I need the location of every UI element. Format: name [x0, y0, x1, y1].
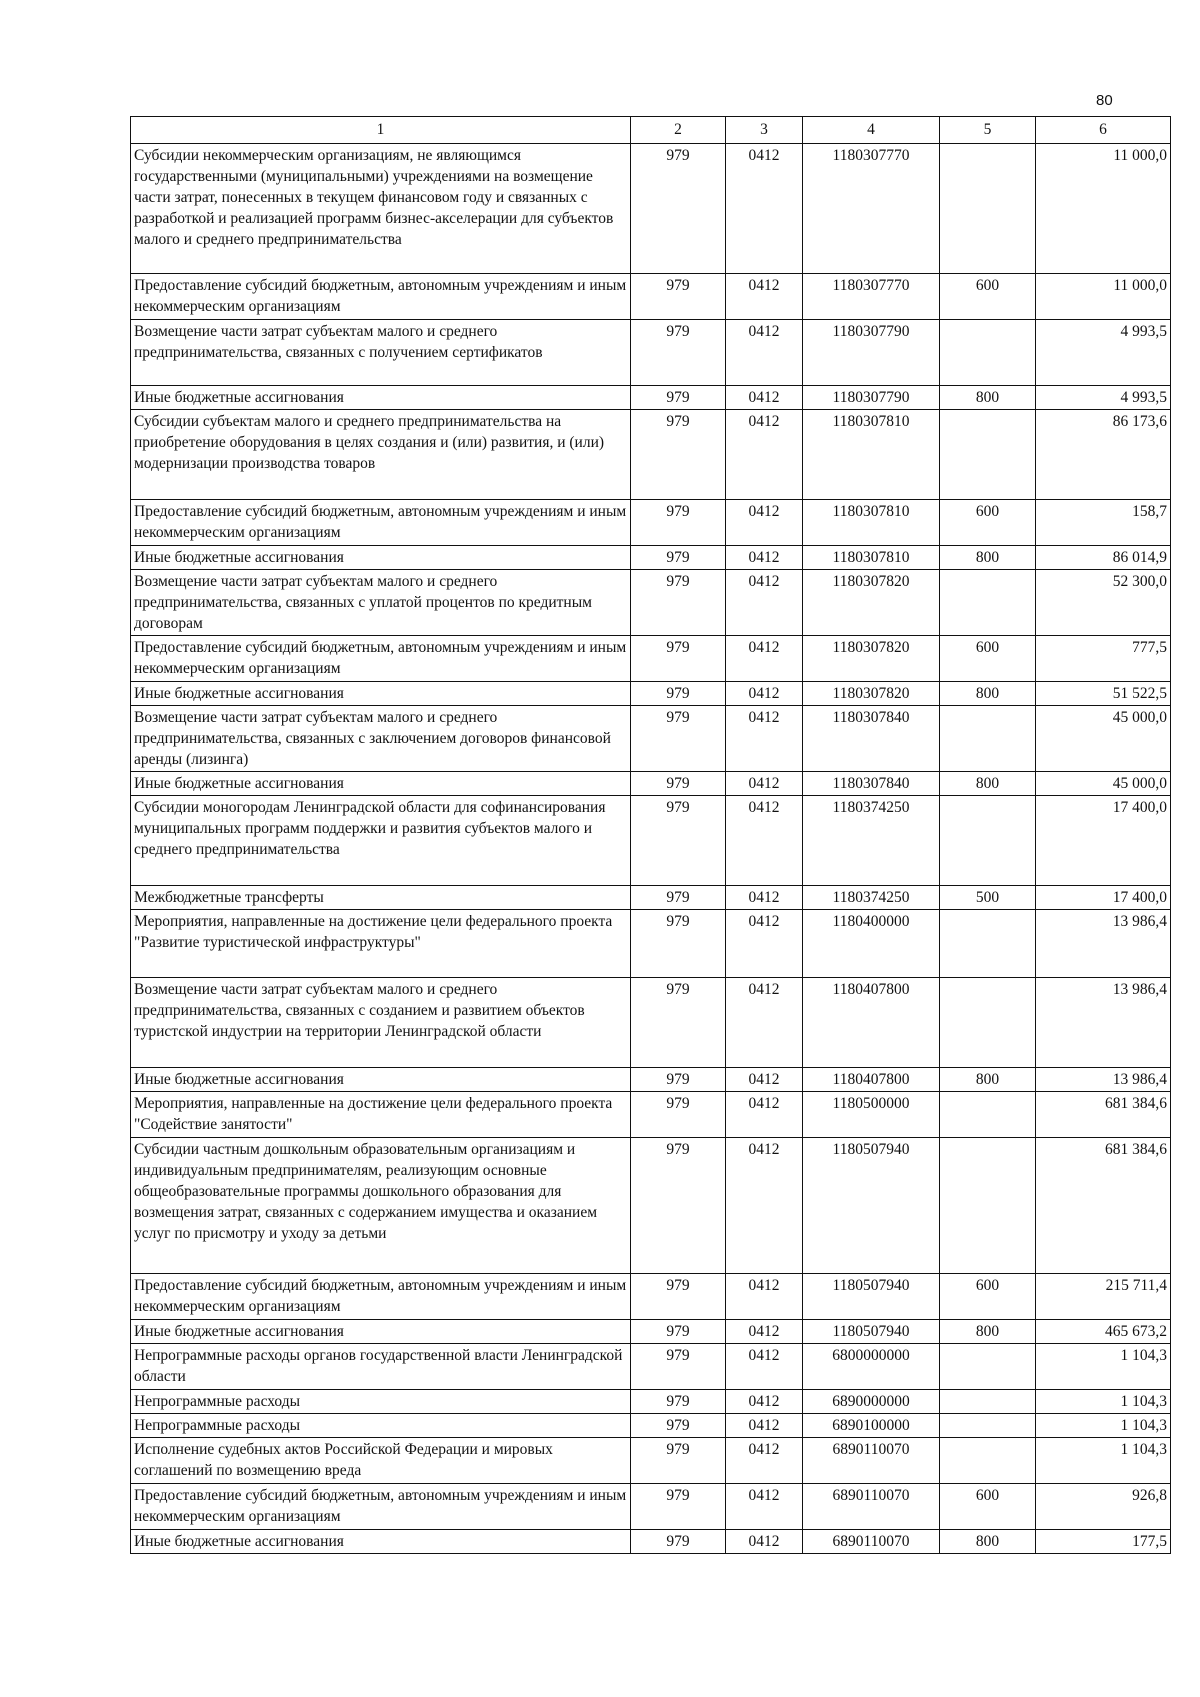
section-code-cell: 0412	[726, 500, 803, 546]
expense-name-cell: Мероприятия, направленные на достижение цели федерального проекта "Содействие занятости"	[131, 1092, 631, 1138]
expense-type-code-cell: 800	[940, 1068, 1036, 1092]
target-article-code-cell: 1180507940	[803, 1320, 940, 1344]
expense-type-code-cell	[940, 706, 1036, 772]
expense-name-cell: Исполнение судебных актов Российской Федерации и мировых соглашений по возмещению вреда	[131, 1438, 631, 1484]
target-article-code-cell: 1180307790	[803, 320, 940, 386]
ministry-code-cell: 979	[631, 320, 726, 386]
target-article-code-cell: 1180407800	[803, 1068, 940, 1092]
amount-cell: 1 104,3	[1036, 1414, 1171, 1438]
section-code-cell: 0412	[726, 772, 803, 796]
amount-cell: 465 673,2	[1036, 1320, 1171, 1344]
amount-cell: 11 000,0	[1036, 144, 1171, 274]
expense-name-cell: Иные бюджетные ассигнования	[131, 772, 631, 796]
target-article-code-cell: 1180307840	[803, 706, 940, 772]
table-row	[131, 320, 1171, 386]
expense-name-cell: Возмещение части затрат субъектам малого и среднего предпринимательства, связанных с заключением договоров финансовой аренды (лизинга)	[131, 706, 631, 772]
amount-cell: 681 384,6	[1036, 1138, 1171, 1274]
section-code-cell: 0412	[726, 1530, 803, 1554]
amount-cell: 4 993,5	[1036, 386, 1171, 410]
section-code-cell: 0412	[726, 1092, 803, 1138]
target-article-code-cell: 1180307810	[803, 546, 940, 570]
amount-cell: 777,5	[1036, 636, 1171, 682]
target-article-code-cell: 1180307820	[803, 570, 940, 636]
ministry-code-cell: 979	[631, 1530, 726, 1554]
amount-cell: 52 300,0	[1036, 570, 1171, 636]
column-header-2: 2	[631, 117, 726, 144]
expense-name-cell: Непрограммные расходы органов государственной власти Ленинградской области	[131, 1344, 631, 1390]
expense-type-code-cell	[940, 570, 1036, 636]
amount-cell: 13 986,4	[1036, 1068, 1171, 1092]
ministry-code-cell: 979	[631, 1138, 726, 1274]
expense-type-code-cell: 800	[940, 1320, 1036, 1344]
table-row	[131, 410, 1171, 500]
table-row	[131, 274, 1171, 320]
table-body	[131, 144, 1171, 1554]
amount-cell: 13 986,4	[1036, 978, 1171, 1068]
amount-cell: 158,7	[1036, 500, 1171, 546]
expense-name-cell: Иные бюджетные ассигнования	[131, 386, 631, 410]
table-header	[131, 117, 1171, 144]
ministry-code-cell: 979	[631, 1068, 726, 1092]
table-row	[131, 910, 1171, 978]
expense-type-code-cell	[940, 910, 1036, 978]
table-row	[131, 636, 1171, 682]
table-row	[131, 772, 1171, 796]
table-row	[131, 1484, 1171, 1530]
target-article-code-cell: 1180507940	[803, 1274, 940, 1320]
table-row	[131, 500, 1171, 546]
expense-type-code-cell: 800	[940, 1530, 1036, 1554]
section-code-cell: 0412	[726, 1390, 803, 1414]
ministry-code-cell: 979	[631, 144, 726, 274]
table-row	[131, 1344, 1171, 1390]
table-row	[131, 886, 1171, 910]
section-code-cell: 0412	[726, 1320, 803, 1344]
table-row	[131, 1438, 1171, 1484]
section-code-cell: 0412	[726, 274, 803, 320]
section-code-cell: 0412	[726, 144, 803, 274]
target-article-code-cell: 1180307820	[803, 682, 940, 706]
table-row	[131, 1414, 1171, 1438]
section-code-cell: 0412	[726, 570, 803, 636]
target-article-code-cell: 1180307810	[803, 500, 940, 546]
amount-cell: 4 993,5	[1036, 320, 1171, 386]
column-header-6: 6	[1036, 117, 1171, 144]
expense-name-cell: Иные бюджетные ассигнования	[131, 682, 631, 706]
section-code-cell: 0412	[726, 1344, 803, 1390]
target-article-code-cell: 1180307810	[803, 410, 940, 500]
expense-name-cell: Предоставление субсидий бюджетным, автономным учреждениям и иным некоммерческим организациям	[131, 500, 631, 546]
section-code-cell: 0412	[726, 636, 803, 682]
expense-type-code-cell: 800	[940, 546, 1036, 570]
section-code-cell: 0412	[726, 1068, 803, 1092]
target-article-code-cell: 6890100000	[803, 1414, 940, 1438]
budget-table	[130, 116, 1171, 1554]
section-code-cell: 0412	[726, 546, 803, 570]
ministry-code-cell: 979	[631, 772, 726, 796]
expense-type-code-cell	[940, 1344, 1036, 1390]
amount-cell: 51 522,5	[1036, 682, 1171, 706]
ministry-code-cell: 979	[631, 910, 726, 978]
ministry-code-cell: 979	[631, 1438, 726, 1484]
amount-cell: 17 400,0	[1036, 886, 1171, 910]
target-article-code-cell: 1180307770	[803, 274, 940, 320]
page-number: 80	[1096, 92, 1113, 109]
expense-type-code-cell	[940, 796, 1036, 886]
expense-name-cell: Непрограммные расходы	[131, 1414, 631, 1438]
expense-type-code-cell: 800	[940, 682, 1036, 706]
expense-type-code-cell: 600	[940, 500, 1036, 546]
expense-name-cell: Предоставление субсидий бюджетным, автономным учреждениям и иным некоммерческим организациям	[131, 1274, 631, 1320]
target-article-code-cell: 6890000000	[803, 1390, 940, 1414]
column-header-4: 4	[803, 117, 940, 144]
target-article-code-cell: 1180374250	[803, 886, 940, 910]
expense-type-code-cell: 600	[940, 1484, 1036, 1530]
target-article-code-cell: 1180407800	[803, 978, 940, 1068]
section-code-cell: 0412	[726, 886, 803, 910]
expense-type-code-cell: 800	[940, 772, 1036, 796]
table-row	[131, 1530, 1171, 1554]
table-row	[131, 706, 1171, 772]
ministry-code-cell: 979	[631, 570, 726, 636]
table-row	[131, 570, 1171, 636]
expense-name-cell: Субсидии некоммерческим организациям, не являющимся государственными (муниципальными) учреждениями на возмещение части затрат, понесенных в текущем финансовом году и связанных с разработкой и реализацией программ бизнес-акселерации для субъектов малого и среднего предпринимательства	[131, 144, 631, 274]
section-code-cell: 0412	[726, 910, 803, 978]
ministry-code-cell: 979	[631, 1344, 726, 1390]
amount-cell: 926,8	[1036, 1484, 1171, 1530]
expense-type-code-cell	[940, 410, 1036, 500]
ministry-code-cell: 979	[631, 1390, 726, 1414]
ministry-code-cell: 979	[631, 410, 726, 500]
section-code-cell: 0412	[726, 706, 803, 772]
header-row	[131, 117, 1171, 144]
expense-name-cell: Возмещение части затрат субъектам малого и среднего предпринимательства, связанных с созданием и развитием объектов туристской индустрии на территории Ленинградской области	[131, 978, 631, 1068]
table-row	[131, 1390, 1171, 1414]
expense-name-cell: Иные бюджетные ассигнования	[131, 1530, 631, 1554]
expense-name-cell: Непрограммные расходы	[131, 1390, 631, 1414]
expense-name-cell: Возмещение части затрат субъектам малого и среднего предпринимательства, связанных с получением сертификатов	[131, 320, 631, 386]
expense-name-cell: Иные бюджетные ассигнования	[131, 1320, 631, 1344]
ministry-code-cell: 979	[631, 500, 726, 546]
expense-name-cell: Предоставление субсидий бюджетным, автономным учреждениям и иным некоммерческим организациям	[131, 636, 631, 682]
table-row	[131, 978, 1171, 1068]
target-article-code-cell: 1180307790	[803, 386, 940, 410]
ministry-code-cell: 979	[631, 546, 726, 570]
ministry-code-cell: 979	[631, 274, 726, 320]
section-code-cell: 0412	[726, 1414, 803, 1438]
table-row	[131, 1138, 1171, 1274]
table-row	[131, 1320, 1171, 1344]
ministry-code-cell: 979	[631, 682, 726, 706]
expense-name-cell: Иные бюджетные ассигнования	[131, 1068, 631, 1092]
expense-name-cell: Межбюджетные трансферты	[131, 886, 631, 910]
amount-cell: 45 000,0	[1036, 772, 1171, 796]
expense-name-cell: Возмещение части затрат субъектам малого и среднего предпринимательства, связанных с уплатой процентов по кредитным договорам	[131, 570, 631, 636]
expense-name-cell: Предоставление субсидий бюджетным, автономным учреждениям и иным некоммерческим организациям	[131, 1484, 631, 1530]
amount-cell: 1 104,3	[1036, 1390, 1171, 1414]
section-code-cell: 0412	[726, 320, 803, 386]
expense-type-code-cell: 600	[940, 1274, 1036, 1320]
expense-type-code-cell	[940, 978, 1036, 1068]
amount-cell: 17 400,0	[1036, 796, 1171, 886]
expense-type-code-cell	[940, 1092, 1036, 1138]
table-row	[131, 682, 1171, 706]
expense-type-code-cell	[940, 1390, 1036, 1414]
column-header-3: 3	[726, 117, 803, 144]
target-article-code-cell: 1180500000	[803, 1092, 940, 1138]
expense-name-cell: Иные бюджетные ассигнования	[131, 546, 631, 570]
expense-type-code-cell	[940, 320, 1036, 386]
target-article-code-cell: 6890110070	[803, 1484, 940, 1530]
ministry-code-cell: 979	[631, 978, 726, 1068]
table-row	[131, 1274, 1171, 1320]
target-article-code-cell: 1180400000	[803, 910, 940, 978]
ministry-code-cell: 979	[631, 886, 726, 910]
section-code-cell: 0412	[726, 1138, 803, 1274]
ministry-code-cell: 979	[631, 1320, 726, 1344]
amount-cell: 215 711,4	[1036, 1274, 1171, 1320]
table-row	[131, 386, 1171, 410]
amount-cell: 177,5	[1036, 1530, 1171, 1554]
expense-type-code-cell: 500	[940, 886, 1036, 910]
column-header-1: 1	[131, 117, 631, 144]
ministry-code-cell: 979	[631, 636, 726, 682]
target-article-code-cell: 6890110070	[803, 1438, 940, 1484]
expense-type-code-cell: 800	[940, 386, 1036, 410]
section-code-cell: 0412	[726, 386, 803, 410]
expense-type-code-cell	[940, 1414, 1036, 1438]
section-code-cell: 0412	[726, 1438, 803, 1484]
section-code-cell: 0412	[726, 1274, 803, 1320]
target-article-code-cell: 1180307820	[803, 636, 940, 682]
ministry-code-cell: 979	[631, 1274, 726, 1320]
column-header-5: 5	[940, 117, 1036, 144]
table-row	[131, 144, 1171, 274]
expense-name-cell: Субсидии частным дошкольным образовательным организациям и индивидуальным предпринимателям, реализующим основные общеобразовательные программы дошкольного образования для возмещения затрат, связанных с содержанием имущества и оказанием услуг по присмотру и уходу за детьми	[131, 1138, 631, 1274]
expense-name-cell: Субсидии моногородам Ленинградской области для софинансирования муниципальных программ поддержки и развития субъектов малого и среднего предпринимательства	[131, 796, 631, 886]
ministry-code-cell: 979	[631, 796, 726, 886]
ministry-code-cell: 979	[631, 1414, 726, 1438]
expense-type-code-cell	[940, 1438, 1036, 1484]
section-code-cell: 0412	[726, 410, 803, 500]
table-row	[131, 1068, 1171, 1092]
target-article-code-cell: 1180374250	[803, 796, 940, 886]
amount-cell: 1 104,3	[1036, 1344, 1171, 1390]
expense-type-code-cell: 600	[940, 274, 1036, 320]
expense-type-code-cell: 600	[940, 636, 1036, 682]
amount-cell: 45 000,0	[1036, 706, 1171, 772]
table-row	[131, 796, 1171, 886]
target-article-code-cell: 1180307840	[803, 772, 940, 796]
amount-cell: 11 000,0	[1036, 274, 1171, 320]
section-code-cell: 0412	[726, 978, 803, 1068]
ministry-code-cell: 979	[631, 1092, 726, 1138]
ministry-code-cell: 979	[631, 386, 726, 410]
amount-cell: 86 014,9	[1036, 546, 1171, 570]
target-article-code-cell: 1180307770	[803, 144, 940, 274]
amount-cell: 681 384,6	[1036, 1092, 1171, 1138]
section-code-cell: 0412	[726, 1484, 803, 1530]
expense-type-code-cell	[940, 1138, 1036, 1274]
amount-cell: 13 986,4	[1036, 910, 1171, 978]
section-code-cell: 0412	[726, 796, 803, 886]
target-article-code-cell: 6800000000	[803, 1344, 940, 1390]
ministry-code-cell: 979	[631, 1484, 726, 1530]
table-row	[131, 1092, 1171, 1138]
expense-name-cell: Предоставление субсидий бюджетным, автономным учреждениям и иным некоммерческим организациям	[131, 274, 631, 320]
amount-cell: 1 104,3	[1036, 1438, 1171, 1484]
section-code-cell: 0412	[726, 682, 803, 706]
target-article-code-cell: 6890110070	[803, 1530, 940, 1554]
expense-name-cell: Мероприятия, направленные на достижение цели федерального проекта "Развитие туристической инфраструктуры"	[131, 910, 631, 978]
amount-cell: 86 173,6	[1036, 410, 1171, 500]
target-article-code-cell: 1180507940	[803, 1138, 940, 1274]
table-row	[131, 546, 1171, 570]
expense-type-code-cell	[940, 144, 1036, 274]
expense-name-cell: Субсидии субъектам малого и среднего предпринимательства на приобретение оборудования в целях создания и (или) развития, и (или) модернизации производства товаров	[131, 410, 631, 500]
ministry-code-cell: 979	[631, 706, 726, 772]
